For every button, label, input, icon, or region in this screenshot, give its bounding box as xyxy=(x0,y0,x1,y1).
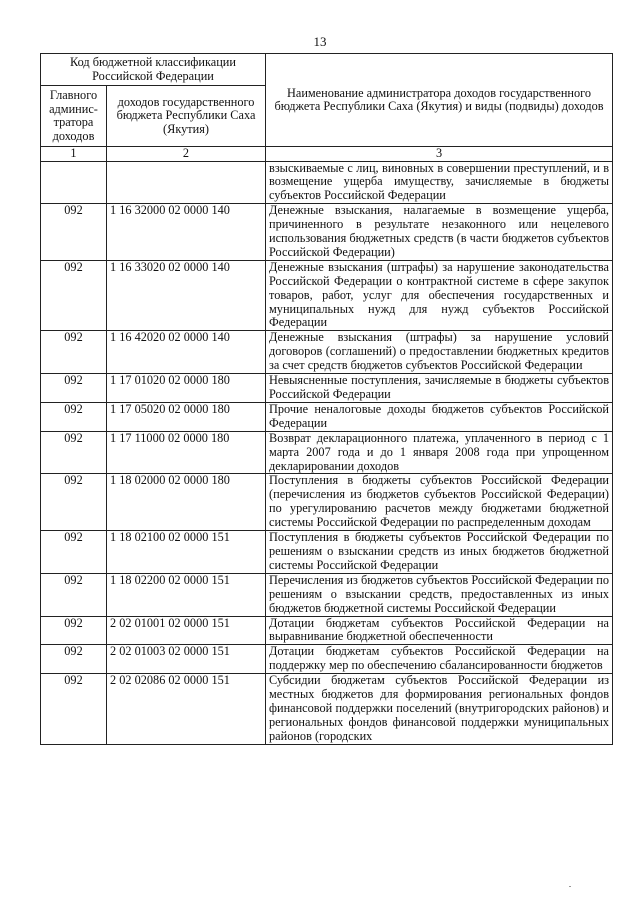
income-code-cell: 1 17 05020 02 0000 180 xyxy=(107,402,266,431)
header-income-column: доходов государственного бюджета Республики Саха (Якутия) xyxy=(107,86,266,147)
table-row xyxy=(41,616,613,645)
income-name-cell: Поступления в бюджеты субъектов Российской Федерации (перечисления из бюджетов субъектов Российской Федерации) по урегулированию расчетов между бюджетами бюджетной системы Российской Федерации по распределенным доходам xyxy=(266,474,613,531)
header-admin-column: Главного админис-тратора доходов xyxy=(41,86,107,147)
income-name-cell: Возврат декларационного платежа, уплаченного в период с 1 марта 2007 года и до 1 января 2008 года при упрощенном декларировании доходов xyxy=(266,431,613,474)
income-code-cell: 1 18 02200 02 0000 151 xyxy=(107,573,266,616)
header-column-number-3: 3 xyxy=(266,147,613,162)
table-row xyxy=(41,204,613,261)
table-row xyxy=(41,645,613,674)
table-body xyxy=(41,161,613,744)
income-name-cell: взыскиваемые с лиц, виновных в совершении преступлений, и в возмещение ущерба имуществу, зачисляемые в бюджеты субъектов Российской Федерации xyxy=(266,161,613,204)
admin-code-cell: 092 xyxy=(41,674,107,745)
admin-code-cell: 092 xyxy=(41,331,107,374)
header-code-group: Код бюджетной классификации Российской Федерации xyxy=(41,54,266,86)
income-code-cell: 1 18 02000 02 0000 180 xyxy=(107,474,266,531)
admin-code-cell: 092 xyxy=(41,402,107,431)
income-code-cell: 1 16 32000 02 0000 140 xyxy=(107,204,266,261)
income-name-cell: Прочие неналоговые доходы бюджетов субъектов Российской Федерации xyxy=(266,402,613,431)
admin-code-cell xyxy=(41,161,107,204)
table-row xyxy=(41,402,613,431)
income-name-cell: Дотации бюджетам субъектов Российской Федерации на поддержку мер по обеспечению сбалансированности бюджетов xyxy=(266,645,613,674)
income-code-cell: 1 16 42020 02 0000 140 xyxy=(107,331,266,374)
admin-code-cell: 092 xyxy=(41,431,107,474)
income-code-cell: 1 18 02100 02 0000 151 xyxy=(107,531,266,574)
admin-code-cell: 092 xyxy=(41,573,107,616)
admin-code-cell: 092 xyxy=(41,616,107,645)
table-row xyxy=(41,331,613,374)
table-row xyxy=(41,474,613,531)
income-code-cell: 2 02 01003 02 0000 151 xyxy=(107,645,266,674)
header-column-number-1: 1 xyxy=(41,147,107,162)
income-name-cell: Субсидии бюджетам субъектов Российской Федерации из местных бюджетов для формирования региональных фондов финансовой поддержки поселений (внутригородских районов) и региональных фондов финансовой поддержки муниципальных районов (городских xyxy=(266,674,613,745)
admin-code-cell: 092 xyxy=(41,204,107,261)
income-name-cell: Перечисления из бюджетов субъектов Российской Федерации по решениям о взыскании средств, предоставленных из иных бюджетов бюджетной системы Российской Федерации xyxy=(266,573,613,616)
income-name-cell: Дотации бюджетам субъектов Российской Федерации на выравнивание бюджетной обеспеченности xyxy=(266,616,613,645)
table-row xyxy=(41,674,613,745)
table-row xyxy=(41,374,613,403)
page-number: 13 xyxy=(313,34,327,49)
admin-code-cell: 092 xyxy=(41,645,107,674)
table-row xyxy=(41,431,613,474)
scan-speck xyxy=(569,886,571,887)
income-code-cell: 2 02 01001 02 0000 151 xyxy=(107,616,266,645)
header-name-column: Наименование администратора доходов государственного бюджета Республики Саха (Якутия) и виды (подвиды) доходов xyxy=(266,54,613,147)
income-name-cell: Невыясненные поступления, зачисляемые в бюджеты субъектов Российской Федерации xyxy=(266,374,613,403)
table-row xyxy=(41,260,613,331)
admin-code-cell: 092 xyxy=(41,474,107,531)
income-code-cell: 1 16 33020 02 0000 140 xyxy=(107,260,266,331)
income-code-cell: 1 17 11000 02 0000 180 xyxy=(107,431,266,474)
income-name-cell: Денежные взыскания (штрафы) за нарушение законодательства Российской Федерации о контрактной системе в сфере закупок товаров, работ, услуг для обеспечения государственных и муниципальных нужд для нужд субъектов Российской Федерации xyxy=(266,260,613,331)
admin-code-cell: 092 xyxy=(41,531,107,574)
admin-code-cell: 092 xyxy=(41,260,107,331)
admin-code-cell: 092 xyxy=(41,374,107,403)
income-name-cell: Денежные взыскания (штрафы) за нарушение условий договоров (соглашений) о предоставлении бюджетных кредитов за счет средств бюджетов субъектов Российской Федерации xyxy=(266,331,613,374)
table-header xyxy=(41,54,613,162)
income-name-cell: Поступления в бюджеты субъектов Российской Федерации по решениям о взыскании средств из иных бюджетов бюджетной системы Российской Федерации xyxy=(266,531,613,574)
income-code-cell: 1 17 01020 02 0000 180 xyxy=(107,374,266,403)
income-code-cell: 2 02 02086 02 0000 151 xyxy=(107,674,266,745)
income-code-cell xyxy=(107,161,266,204)
table-row xyxy=(41,531,613,574)
header-column-number-2: 2 xyxy=(107,147,266,162)
income-name-cell: Денежные взыскания, налагаемые в возмещение ущерба, причиненного в результате незаконного или нецелевого использования бюджетных средств (в части бюджетов субъектов Российской Федерации) xyxy=(266,204,613,261)
table-row xyxy=(41,161,613,204)
budget-classification-table xyxy=(40,53,613,745)
table-row xyxy=(41,573,613,616)
